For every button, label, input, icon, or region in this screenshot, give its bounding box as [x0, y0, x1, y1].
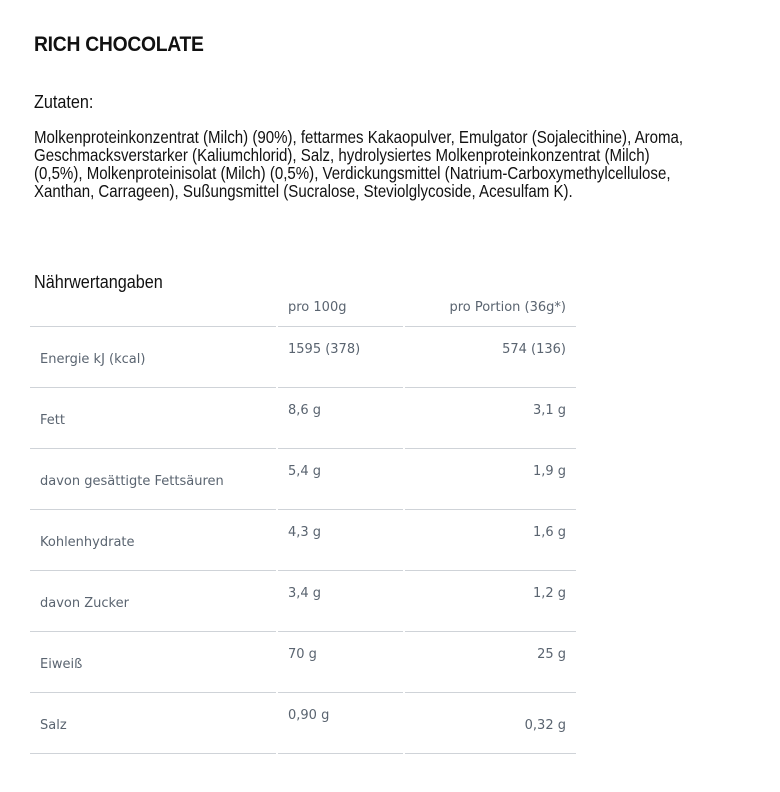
row-per100-value: 3,4 g [288, 586, 322, 601]
row-per100-cell [278, 571, 403, 632]
row-label: Energie kJ (kcal) [40, 352, 146, 367]
product-title: RICH CHOCOLATE [34, 33, 204, 56]
row-per100-value: 5,4 g [288, 464, 322, 479]
row-per100-value: 4,3 g [288, 525, 322, 540]
row-label: Salz [40, 718, 67, 733]
header-cell-per-portion [405, 296, 576, 327]
row-per-portion-value: 25 g [537, 647, 566, 662]
nutrition-heading: Nährwertangaben [34, 272, 163, 292]
row-per100-value: 1595 (378) [288, 342, 361, 357]
row-label-cell [30, 693, 276, 754]
table-row [30, 449, 576, 510]
row-per100-cell [278, 388, 403, 449]
row-per-portion-cell [405, 571, 576, 632]
row-per-portion-cell [405, 632, 576, 693]
row-per-portion-value: 1,6 g [532, 525, 566, 540]
row-per-portion-cell [405, 510, 576, 571]
row-per-portion-cell [405, 693, 576, 754]
ingredients-label: Zutaten: [34, 92, 94, 112]
row-label: Eiweiß [40, 657, 83, 672]
row-per100-value: 8,6 g [288, 403, 322, 418]
table-header-row [30, 296, 576, 327]
row-label-cell [30, 571, 276, 632]
row-label: Fett [40, 413, 65, 428]
table-row [30, 510, 576, 571]
row-label-cell [30, 388, 276, 449]
table-row [30, 693, 576, 754]
row-per-portion-cell [405, 327, 576, 388]
row-per100-cell [278, 693, 403, 754]
row-label: Kohlenhydrate [40, 535, 135, 550]
nutrition-table [30, 296, 576, 754]
row-per-portion-value: 0,32 g [524, 718, 566, 733]
column-header-per-portion: pro Portion (36g*) [449, 300, 566, 315]
row-label-cell [30, 510, 276, 571]
header-cell-per100 [278, 296, 403, 327]
row-label-cell [30, 327, 276, 388]
table-row [30, 327, 576, 388]
row-per-portion-value: 574 (136) [502, 342, 566, 357]
row-per-portion-cell [405, 449, 576, 510]
row-per100-cell [278, 449, 403, 510]
table-row [30, 571, 576, 632]
row-per100-value: 0,90 g [288, 708, 330, 723]
row-label: davon gesättigte Fettsäuren [40, 474, 224, 489]
row-per-portion-value: 1,9 g [532, 464, 566, 479]
row-per-portion-value: 3,1 g [532, 403, 566, 418]
table-row [30, 388, 576, 449]
header-cell-empty [30, 296, 276, 327]
row-per-portion-value: 1,2 g [532, 586, 566, 601]
row-per100-cell [278, 327, 403, 388]
row-label: davon Zucker [40, 596, 129, 611]
row-label-cell [30, 632, 276, 693]
row-per100-value: 70 g [288, 647, 317, 662]
column-header-per100: pro 100g [288, 300, 347, 315]
row-per100-cell [278, 510, 403, 571]
row-per100-cell [278, 632, 403, 693]
row-per-portion-cell [405, 388, 576, 449]
row-label-cell [30, 449, 276, 510]
ingredients-text: Molkenproteinkonzentrat (Milch) (90%), fettarmes Kakaopulver, Emulgator (Sojalecithine), Aroma, Geschmacksverstarker (Kaliumchlorid), Salz, hydrolysiertes Molkenproteinkonzentrat (Milch) (0,5%), Molkenproteinisolat (Milch) (0,5%), Verdickungsmittel (Natrium-Carboxymethylcellulose, Xanthan, Carrageen), Sußungsmittel (Sucralose, Steviolglycoside, Acesulfam K). [34, 127, 684, 201]
table-row [30, 632, 576, 693]
